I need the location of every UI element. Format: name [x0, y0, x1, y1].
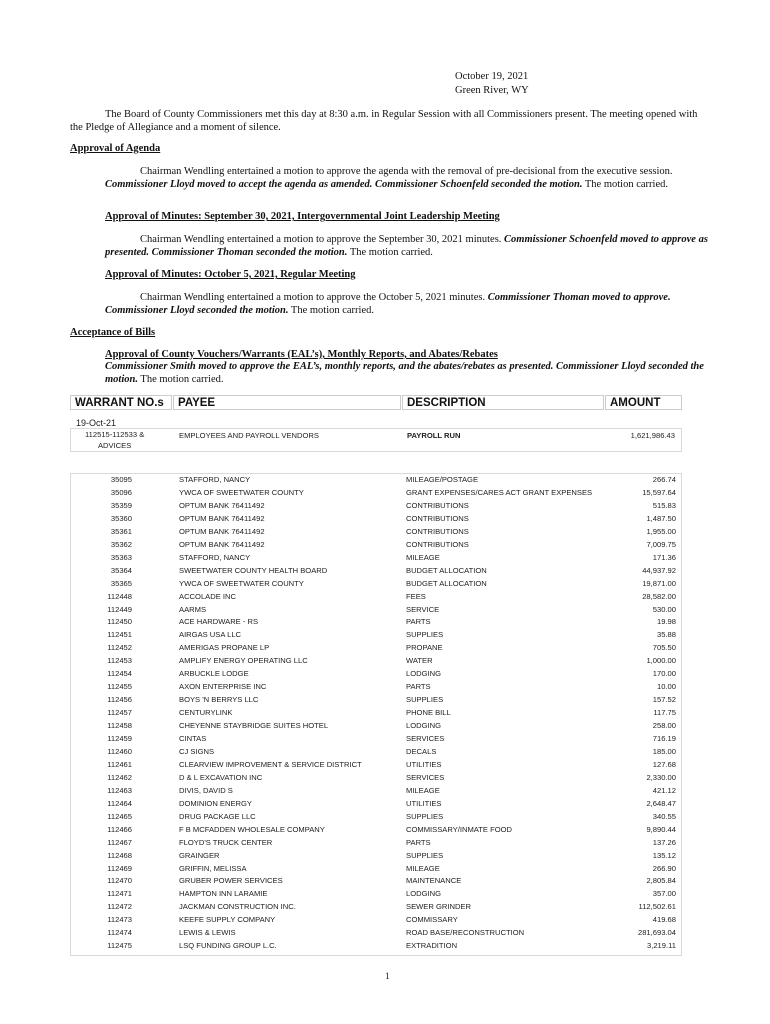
amount: 2,805.84: [646, 876, 676, 886]
payee: D & L EXCAVATION INC: [179, 772, 263, 782]
payroll-payee: EMPLOYEES AND PAYROLL VENDORS: [179, 431, 319, 440]
amount: 3,219.11: [647, 941, 676, 951]
minutes2-heading: Approval of Minutes: October 5, 2021, Regular Meeting: [105, 269, 356, 280]
amount: 19,871.00: [642, 578, 676, 588]
description: SEWER GRINDER: [406, 902, 471, 912]
payee: GRAINGER: [179, 850, 220, 860]
description: SUPPLIES: [406, 695, 444, 705]
description: BUDGET ALLOCATION: [406, 565, 487, 575]
payee: YWCA OF SWEETWATER COUNTY: [179, 487, 304, 497]
amount: 135.12: [652, 850, 676, 860]
warrant-number: 112465: [107, 811, 132, 821]
warrant-number: 112471: [107, 889, 132, 899]
warrant-number: 112457: [107, 708, 132, 718]
payee: CINTAS: [179, 734, 207, 743]
warrant-number: 35360: [110, 513, 132, 523]
warrant-number: 112452: [107, 643, 132, 653]
payee: OPTUM BANK 76411492: [179, 526, 265, 536]
meeting-header: [455, 70, 529, 98]
amount: 2,648.47: [646, 798, 676, 808]
description: PARTS: [406, 617, 431, 627]
warrant-number: 112460: [107, 746, 132, 756]
agenda-motion: Commissioner Lloyd moved to accept the agenda as amended. Commissioner Schoenfeld seconded the motion.: [105, 178, 583, 190]
warrant-number: 112448: [107, 591, 132, 601]
amount: 44,937.92: [642, 565, 676, 575]
payee: DIVIS, DAVID S: [179, 785, 233, 795]
amount: 127.68: [652, 759, 676, 769]
payee: STAFFORD, NANCY: [179, 475, 251, 484]
warrant-number: 112451: [107, 630, 132, 640]
amount: 1,487.50: [646, 513, 676, 523]
amount: 705.50: [652, 643, 676, 653]
description: SUPPLIES: [406, 630, 444, 640]
amount: 157.52: [652, 695, 676, 705]
description: CONTRIBUTIONS: [406, 539, 469, 549]
bills-motion: Commissioner Smith moved to approve the EAL’s, monthly reports, and the abates/rebates as presented. Commissioner Lloyd seconded the motion.: [105, 361, 704, 385]
description: UTILITIES: [406, 798, 442, 808]
page-number: 1: [385, 971, 390, 981]
description: MILEAGE: [406, 552, 440, 562]
description: CONTRIBUTIONS: [406, 500, 469, 510]
amount: 716.19: [652, 734, 676, 743]
warrant-number: 35096: [110, 487, 132, 497]
payee: F B MCFADDEN WHOLESALE COMPANY: [179, 824, 325, 834]
warrant-number: 112463: [107, 785, 132, 795]
col-payee-header: PAYEE: [173, 395, 401, 410]
amount: 28,582.00: [642, 591, 676, 601]
payee: JACKMAN CONSTRUCTION INC.: [179, 902, 296, 912]
bills-paragraph: [105, 361, 710, 386]
amount: 7,009.75: [646, 539, 676, 549]
amount: 112,502.61: [638, 902, 676, 912]
amount: 15,597.64: [642, 487, 676, 497]
warrant-number: 35095: [110, 475, 132, 484]
payee: GRIFFIN, MELISSA: [179, 863, 247, 873]
payee: AIRGAS USA LLC: [179, 630, 242, 640]
col-warrant-header: WARRANT NO.s: [70, 395, 172, 410]
payee: DOMINION ENERGY: [179, 798, 252, 808]
payee: ACE HARDWARE - RS: [179, 617, 259, 627]
description: COMMISSARY/INMATE FOOD: [406, 824, 513, 834]
warrant-number: 112449: [107, 604, 132, 614]
payee: GRUBER POWER SERVICES: [179, 876, 283, 886]
minutes1-paragraph: [105, 234, 710, 259]
description: SERVICES: [406, 734, 445, 743]
payee: FLOYD'S TRUCK CENTER: [179, 837, 273, 847]
warrant-number: 112464: [107, 798, 132, 808]
description: UTILITIES: [406, 759, 442, 769]
payee: AARMS: [179, 604, 207, 614]
warrant-number: 112450: [107, 617, 132, 627]
warrant-number: 112475: [107, 941, 132, 951]
amount: 1,000.00: [646, 656, 676, 666]
amount: 137.26: [652, 837, 676, 847]
description: PROPANE: [406, 643, 443, 653]
payee: CLEARVIEW IMPROVEMENT & SERVICE DISTRICT: [179, 759, 362, 769]
minutes1-result: The motion carried.: [349, 246, 433, 258]
amount: 185.00: [652, 746, 676, 756]
payroll-warrant: [85, 429, 144, 451]
amount: 1,955.00: [646, 526, 676, 536]
agenda-text: Chairman Wendling entertained a motion to approve the agenda with the removal of pre-decisional from the executive session.: [140, 166, 673, 177]
warrant-number: 35365: [110, 578, 132, 588]
amount: 170.00: [652, 669, 676, 679]
description: SERVICES: [406, 772, 445, 782]
payee: ARBUCKLE LODGE: [179, 669, 249, 679]
description: PARTS: [406, 682, 431, 692]
warrant-number: 112459: [107, 734, 132, 743]
description: MAINTENANCE: [406, 876, 462, 886]
warrant-number: 35362: [110, 539, 132, 549]
warrant-number: 112454: [107, 669, 132, 679]
warrant-number: 112455: [107, 682, 132, 692]
agenda-heading: Approval of Agenda: [70, 143, 161, 154]
amount: 357.00: [652, 889, 676, 899]
description: COMMISSARY: [406, 915, 458, 925]
warrant-number: 112470: [107, 876, 132, 886]
description: WATER: [406, 656, 433, 666]
description: ROAD BASE/RECONSTRUCTION: [406, 928, 525, 938]
warrant-table-body: [70, 473, 682, 956]
minutes2-paragraph: [105, 292, 710, 317]
payee: LSQ FUNDING GROUP L.C.: [179, 941, 277, 951]
payee: YWCA OF SWEETWATER COUNTY: [179, 578, 304, 588]
description: MILEAGE/POSTAGE: [406, 475, 479, 484]
payroll-amount: 1,621,986.43: [630, 431, 675, 440]
warrant-number: 35359: [110, 500, 132, 510]
payee: CENTURYLINK: [179, 708, 233, 718]
warrant-number: 112462: [107, 772, 132, 782]
description: LODGING: [406, 721, 442, 731]
payee: SWEETWATER COUNTY HEALTH BOARD: [179, 565, 328, 575]
payee: LEWIS & LEWIS: [179, 928, 236, 938]
col-amount-header: AMOUNT: [605, 395, 682, 410]
payroll-warrant-line1: 112515-112533 &: [85, 430, 145, 439]
minutes2-motion: Commissioner Thoman moved to approve. Commissioner Lloyd seconded the motion.: [105, 292, 671, 316]
description: LODGING: [406, 669, 442, 679]
description: MILEAGE: [406, 785, 440, 795]
payee: AXON ENTERPRISE INC: [179, 682, 267, 692]
description: CONTRIBUTIONS: [406, 526, 469, 536]
payee: OPTUM BANK 76411492: [179, 513, 265, 523]
warrant-number: 35361: [110, 526, 132, 536]
warrant-number: 112453: [107, 656, 132, 666]
description: PARTS: [406, 837, 431, 847]
minutes1-motion: Commissioner Schoenfeld moved to approve as presented. Commissioner Thoman seconded the motion.: [105, 234, 708, 258]
amount: 10.00: [656, 682, 676, 692]
payee: AMPLIFY ENERGY OPERATING LLC: [179, 656, 308, 666]
amount: 171.36: [652, 552, 676, 562]
amount: 19.98: [656, 617, 676, 627]
bills-heading: Acceptance of Bills: [70, 327, 156, 338]
payee: BOYS 'N BERRYS LLC: [179, 695, 259, 705]
payroll-row: [70, 428, 682, 452]
payee: CHEYENNE STAYBRIDGE SUITES HOTEL: [179, 721, 329, 731]
minutes1-text: Chairman Wendling entertained a motion to approve the September 30, 2021 minutes.: [140, 234, 502, 245]
payee: DRUG PACKAGE LLC: [179, 811, 256, 821]
amount: 419.68: [652, 915, 676, 925]
description: FEES: [406, 591, 426, 601]
bills-subheading: Approval of County Vouchers/Warrants (EAL’s), Monthly Reports, and Abates/Rebates: [105, 349, 498, 360]
warrant-number: 35364: [110, 565, 132, 575]
warrant-number: 35363: [110, 552, 132, 562]
amount: 266.74: [652, 475, 676, 484]
description: SUPPLIES: [406, 811, 444, 821]
description: PHONE BILL: [406, 708, 451, 718]
amount: 340.55: [652, 811, 676, 821]
warrant-number: 112474: [107, 928, 132, 938]
warrant-number: 112468: [107, 850, 132, 860]
payroll-description: PAYROLL RUN: [407, 431, 461, 440]
amount: 266.90: [652, 863, 676, 873]
minutes2-result: The motion carried.: [290, 304, 374, 316]
warrant-number: 112461: [107, 759, 132, 769]
agenda-result: The motion carried.: [584, 178, 668, 190]
minutes1-heading: Approval of Minutes: September 30, 2021, Intergovernmental Joint Leadership Meeting: [105, 211, 500, 222]
amount: 117.75: [653, 708, 676, 718]
payee: CJ SIGNS: [179, 746, 215, 756]
description: SERVICE: [406, 604, 440, 614]
payee: OPTUM BANK 76411492: [179, 539, 265, 549]
description: EXTRADITION: [406, 941, 458, 951]
amount: 281,693.04: [637, 928, 676, 938]
meeting-place: Green River, WY: [455, 85, 529, 96]
payee: OPTUM BANK 76411492: [179, 500, 265, 510]
description: LODGING: [406, 889, 442, 899]
payee: AMERIGAS PROPANE LP: [179, 643, 270, 653]
description: DECALS: [406, 746, 437, 756]
payee: STAFFORD, NANCY: [179, 552, 251, 562]
amount: 258.00: [652, 721, 676, 731]
warrant-number: 112458: [107, 721, 132, 731]
meeting-date: October 19, 2021: [455, 71, 529, 82]
payee: ACCOLADE INC: [179, 591, 236, 601]
table-date: 19-Oct-21: [76, 418, 117, 428]
description: BUDGET ALLOCATION: [406, 578, 487, 588]
description: MILEAGE: [406, 863, 440, 873]
amount: 515.83: [652, 500, 676, 510]
description: SUPPLIES: [406, 850, 444, 860]
warrant-number: 112473: [107, 915, 132, 925]
agenda-paragraph: [105, 166, 710, 191]
amount: 35.88: [656, 630, 676, 640]
amount: 530.00: [652, 604, 676, 614]
payee: HAMPTON INN LARAMIE: [179, 889, 268, 899]
payee: KEEFE SUPPLY COMPANY: [179, 915, 276, 925]
col-description-header: DESCRIPTION: [402, 395, 604, 410]
amount: 421.12: [652, 785, 676, 795]
bills-result: The motion carried.: [140, 373, 224, 385]
warrant-number: 112472: [107, 902, 132, 912]
table-header: [70, 395, 682, 411]
warrant-number: 112467: [107, 837, 132, 847]
amount: 2,330.00: [646, 772, 676, 782]
warrant-number: 112456: [107, 695, 132, 705]
intro-paragraph: The Board of County Commissioners met this day at 8:30 a.m. in Regular Session with all Commissioners present. The meeting opened with the Pledge of Allegiance and a moment of silence.: [70, 109, 698, 133]
payroll-warrant-line2: ADVICES: [97, 441, 132, 450]
description: GRANT EXPENSES/CARES ACT GRANT EXPENSES: [406, 487, 593, 497]
minutes2-text: Chairman Wendling entertained a motion to approve the October 5, 2021 minutes.: [140, 292, 486, 303]
description: CONTRIBUTIONS: [406, 513, 469, 523]
warrant-number: 112466: [107, 824, 132, 834]
warrant-number: 112469: [107, 863, 132, 873]
amount: 9,890.44: [646, 824, 676, 834]
